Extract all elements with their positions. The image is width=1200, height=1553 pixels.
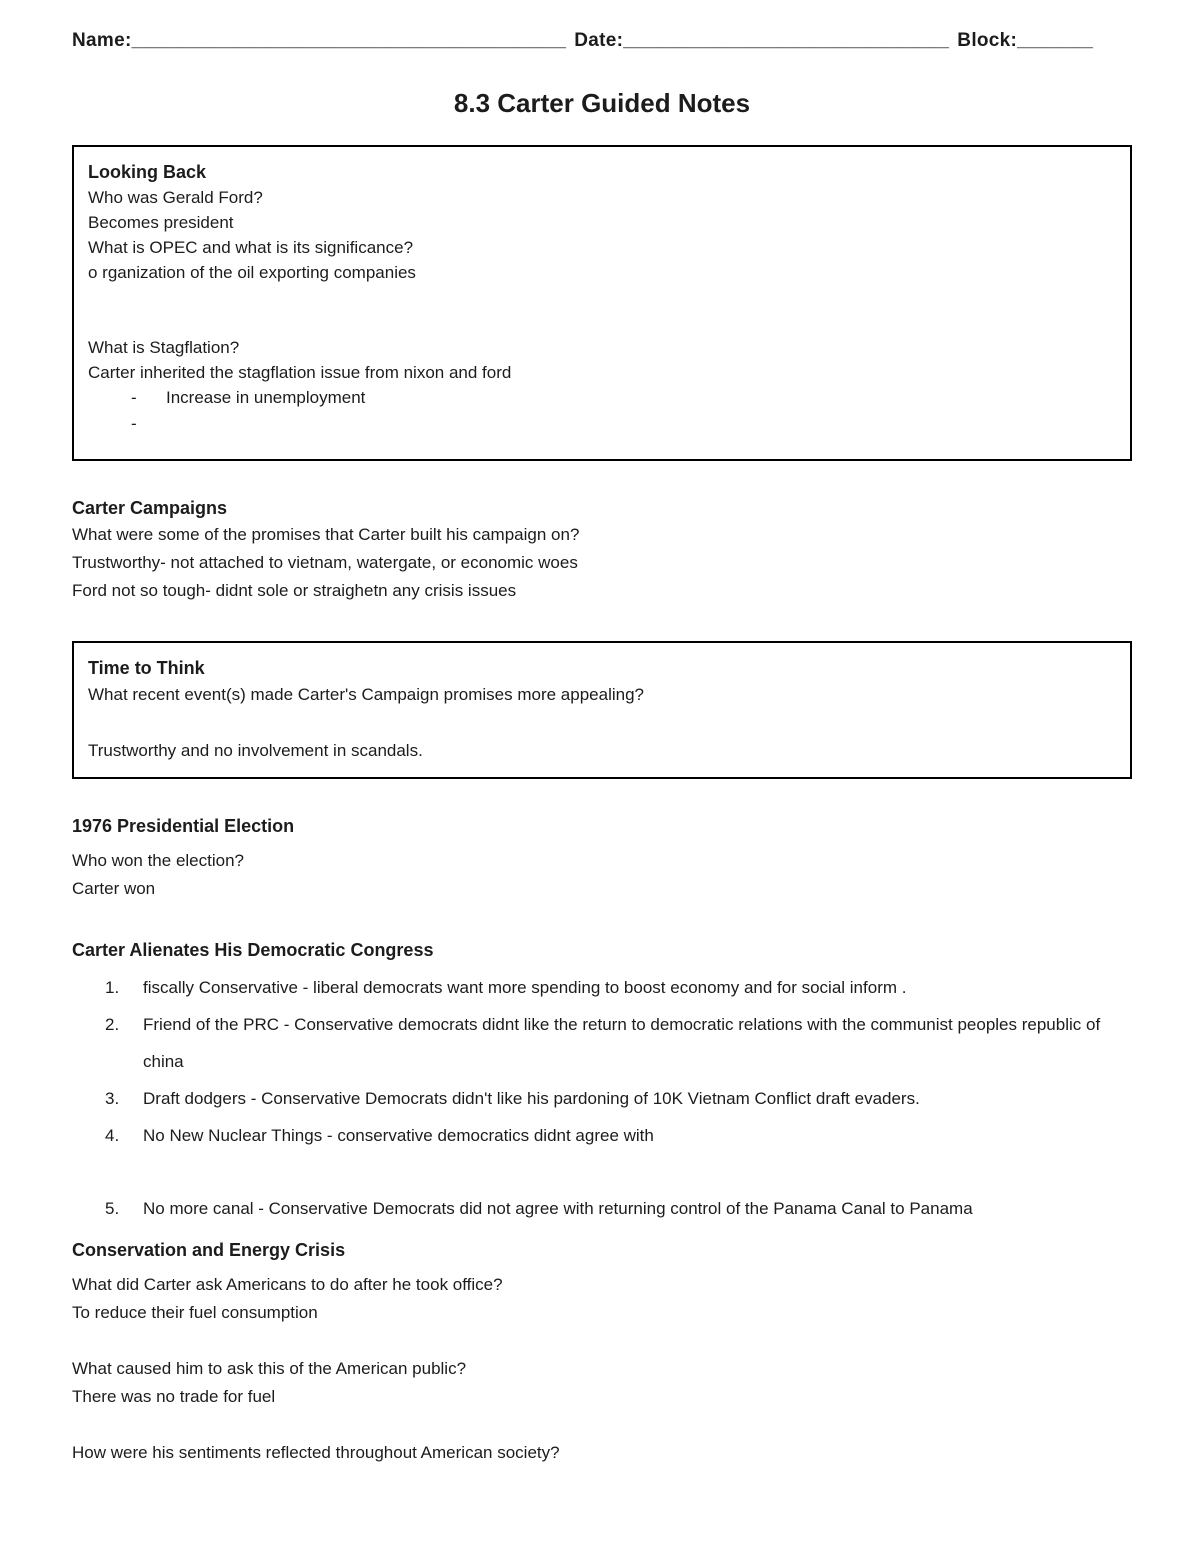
list-item-text: Friend of the PRC - Conservative democrats didnt like the return to democratic relations with the communist peoples republic of china [143, 1015, 1101, 1071]
time-to-think-box [72, 641, 1132, 779]
carter-campaigns-section [72, 495, 1132, 605]
list-item-text: No more canal - Conservative Democrats did not agree with returning control of the Panama Canal to Panama [143, 1199, 973, 1218]
list-item-text: fiscally Conservative - liberal democrats want more spending to boost economy and for social inform . [143, 978, 907, 997]
looking-back-answer-2: o rganization of the oil exporting companies [88, 263, 416, 282]
looking-back-answer-1: Becomes president [88, 213, 234, 232]
energy-heading: Conservation and Energy Crisis [72, 1240, 346, 1260]
election-heading: 1976 Presidential Election [72, 816, 295, 836]
campaigns-answer-2: Ford not so tough- didnt sole or straighetn any crisis issues [72, 581, 517, 600]
congress-section [72, 937, 1132, 1227]
carter-campaigns-heading: Carter Campaigns [72, 498, 228, 518]
campaigns-question: What were some of the promises that Carter built his campaign on? [72, 525, 580, 544]
list-item-number: 3. [105, 1089, 120, 1108]
looking-back-heading: Looking Back [88, 162, 207, 182]
dash-marker: - [131, 388, 137, 407]
name-label: Name: [72, 30, 132, 51]
energy-answer-1: To reduce their fuel consumption [72, 1303, 318, 1322]
looking-back-question-3: What is Stagflation? [88, 338, 240, 357]
election-question: Who won the election? [72, 851, 244, 870]
time-to-think-question: What recent event(s) made Carter's Campaign promises more appealing? [88, 685, 644, 704]
list-item [72, 1006, 1132, 1080]
looking-back-question-2: What is OPEC and what is its significance? [88, 238, 414, 257]
dash-bullet-text: Increase in unemployment [166, 388, 366, 407]
list-item [72, 1080, 1132, 1117]
blank-line [88, 709, 1116, 737]
looking-back-box [72, 145, 1132, 461]
blank-line [72, 1411, 1132, 1439]
date-label: Date: [574, 30, 624, 51]
time-to-think-answer: Trustworthy and no involvement in scandals. [88, 741, 423, 760]
list-item [72, 969, 1132, 1006]
dash-bullet-row [88, 411, 1116, 437]
block-label: Block: [957, 30, 1018, 51]
energy-section [72, 1237, 1132, 1467]
blank-line [88, 285, 1116, 310]
energy-question-2: What caused him to ask this of the American public? [72, 1359, 467, 1378]
list-item [72, 1117, 1132, 1154]
block-blank-line: _______ [1017, 30, 1094, 51]
list-item-text: No New Nuclear Things - conservative democratics didnt agree with [143, 1126, 654, 1145]
name-blank-line: ________________________________________ [131, 30, 567, 51]
election-section [72, 813, 1132, 903]
list-item-number: 2. [105, 1015, 120, 1034]
time-to-think-heading: Time to Think [88, 658, 205, 678]
dash-marker: - [131, 414, 137, 433]
campaigns-answer-1: Trustworthy- not attached to vietnam, watergate, or economic woes [72, 553, 578, 572]
list-item-number: 4. [105, 1126, 120, 1145]
date-blank-line: ______________________________ [623, 30, 950, 51]
dash-bullet-row [88, 385, 1116, 411]
looking-back-question-1: Who was Gerald Ford? [88, 188, 263, 207]
list-item-number: 5. [105, 1199, 120, 1218]
congress-numbered-list [72, 969, 1132, 1227]
name-date-block-line [72, 30, 1132, 52]
energy-answer-2: There was no trade for fuel [72, 1387, 276, 1406]
page-title: 8.3 Carter Guided Notes [453, 88, 751, 118]
congress-heading: Carter Alienates His Democratic Congress [72, 940, 434, 960]
looking-back-answer-3: Carter inherited the stagflation issue from nixon and ford [88, 363, 512, 382]
list-item [72, 1190, 1132, 1227]
blank-line [72, 1154, 1132, 1190]
energy-question-1: What did Carter ask Americans to do after he took office? [72, 1275, 503, 1294]
blank-line [72, 1327, 1132, 1355]
election-answer: Carter won [72, 879, 156, 898]
blank-line [88, 310, 1116, 335]
list-item-number: 1. [105, 978, 120, 997]
list-item-text: Draft dodgers - Conservative Democrats didn't like his pardoning of 10K Vietnam Conflict draft evaders. [143, 1089, 920, 1108]
energy-question-3: How were his sentiments reflected throughout American society? [72, 1443, 560, 1462]
